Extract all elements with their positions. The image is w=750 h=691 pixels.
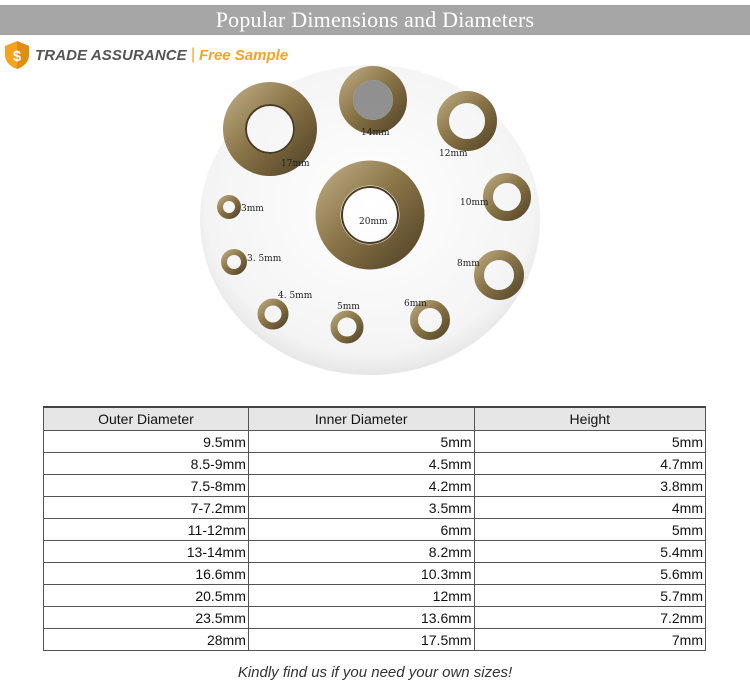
table-row	[44, 475, 706, 497]
cell-outer-diameter: 20.5mm	[44, 585, 249, 607]
cell-height: 3.8mm	[474, 475, 705, 497]
size-label-3mm: 3mm	[241, 204, 264, 214]
trade-assurance-separator: |	[190, 46, 195, 63]
cell-height: 5.6mm	[474, 563, 705, 585]
cell-height: 5mm	[474, 519, 705, 541]
cell-outer-diameter: 13-14mm	[44, 541, 249, 563]
dimensions-table	[43, 406, 706, 651]
size-label-10mm: 10mm	[460, 198, 489, 208]
size-label-17mm: 17mm	[281, 159, 310, 169]
product-photo	[195, 65, 545, 395]
cell-outer-diameter: 16.6mm	[44, 563, 249, 585]
size-label-8mm: 8mm	[457, 259, 480, 269]
cell-height: 5.4mm	[474, 541, 705, 563]
cell-outer-diameter: 8.5-9mm	[44, 453, 249, 475]
size-label-3-5mm: 3. 5mm	[247, 254, 282, 264]
table-row	[44, 585, 706, 607]
cell-inner-diameter: 5mm	[248, 431, 474, 453]
cell-outer-diameter: 28mm	[44, 629, 249, 651]
size-label-6mm: 6mm	[404, 299, 427, 309]
cell-inner-diameter: 4.2mm	[248, 475, 474, 497]
cell-inner-diameter: 6mm	[248, 519, 474, 541]
table-row	[44, 607, 706, 629]
size-label-20mm: 20mm	[359, 217, 388, 227]
table-row	[44, 453, 706, 475]
cell-outer-diameter: 7.5-8mm	[44, 475, 249, 497]
free-sample-label: Free Sample	[198, 46, 289, 64]
cell-outer-diameter: 7-7.2mm	[44, 497, 249, 519]
cell-inner-diameter: 13.6mm	[248, 607, 474, 629]
header-height: Height	[474, 407, 705, 431]
table-row	[44, 497, 706, 519]
table-row	[44, 541, 706, 563]
cell-height: 4mm	[474, 497, 705, 519]
dollar-shield-icon	[4, 40, 30, 70]
header-inner-diameter: Inner Diameter	[248, 407, 474, 431]
cell-height: 5mm	[474, 431, 705, 453]
table-row	[44, 563, 706, 585]
svg-text:$: $	[12, 48, 22, 65]
cell-outer-diameter: 23.5mm	[44, 607, 249, 629]
cell-height: 5.7mm	[474, 585, 705, 607]
cell-inner-diameter: 4.5mm	[248, 453, 474, 475]
table-row	[44, 629, 706, 651]
eyelet-14mm	[346, 73, 400, 127]
size-label-5mm: 5mm	[337, 302, 360, 312]
size-label-12mm: 12mm	[439, 149, 468, 159]
cell-inner-diameter: 3.5mm	[248, 497, 474, 519]
header-outer-diameter: Outer Diameter	[44, 407, 249, 431]
table-header-row	[44, 407, 706, 431]
cell-inner-diameter: 8.2mm	[248, 541, 474, 563]
size-label-14mm: 14mm	[361, 128, 390, 138]
cell-height: 7.2mm	[474, 607, 705, 629]
page-title: Popular Dimensions and Diameters	[215, 7, 535, 32]
trade-assurance-label: TRADE ASSURANCE	[35, 46, 187, 64]
table-row	[44, 431, 706, 453]
custom-sizes-note: Kindly find us if you need your own sizes!	[237, 664, 513, 681]
cell-height: 7mm	[474, 629, 705, 651]
header-banner	[0, 5, 750, 35]
table-row	[44, 519, 706, 541]
cell-outer-diameter: 9.5mm	[44, 431, 249, 453]
cell-height: 4.7mm	[474, 453, 705, 475]
cell-outer-diameter: 11-12mm	[44, 519, 249, 541]
cell-inner-diameter: 12mm	[248, 585, 474, 607]
cell-inner-diameter: 17.5mm	[248, 629, 474, 651]
size-label-4-5mm: 4. 5mm	[278, 291, 313, 301]
cell-inner-diameter: 10.3mm	[248, 563, 474, 585]
